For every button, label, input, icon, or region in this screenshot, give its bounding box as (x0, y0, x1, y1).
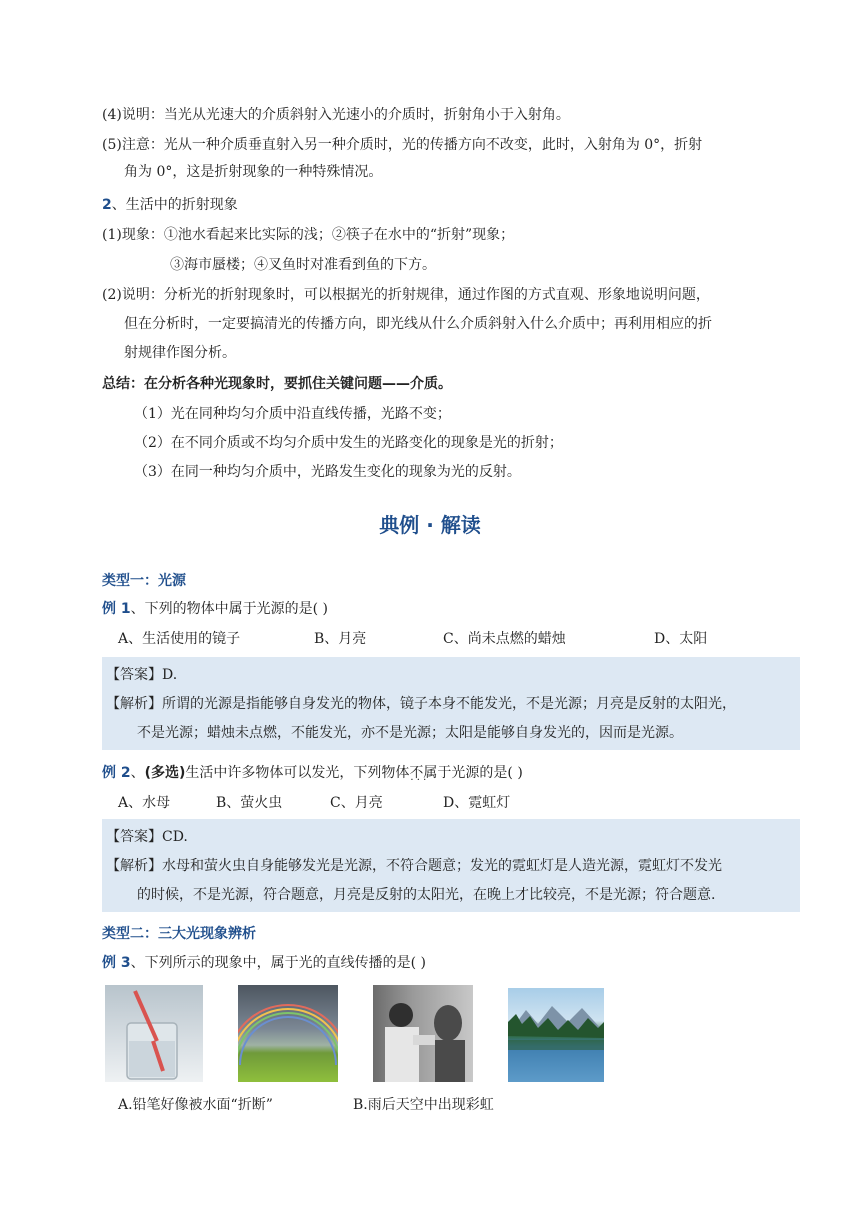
example-1-analysis-cont: 不是光源；蜡烛未点燃，不能发光，亦不是光源；太阳是能够自身发光的，因而是光源。 (137, 725, 683, 741)
example-1-option-d: D、太阳 (654, 631, 708, 647)
example-2-analysis-cont: 的时候，不是光源，符合题意，月亮是反射的太阳光，在晚上才比较亮，不是光源；符合题意. (137, 887, 716, 903)
phenomena-line-2: ③海市蜃楼；④叉鱼时对准看到鱼的下方。 (170, 257, 436, 273)
example-1-analysis: 【解析】所谓的光源是指能够自身发光的物体，镜子本身不能发光，不是光源；月亮是反射的太阳光， (106, 696, 736, 712)
phenomena-line-1: (1)现象：①池水看起来比实际的浅；②筷子在水中的“折射”现象； (102, 227, 515, 243)
example-2-option-b: B、萤火虫 (216, 795, 283, 811)
explanation-line-1: (2)说明：分析光的折射现象时，可以根据光的折射规律，通过作图的方式直观、形象地说明问题， (102, 287, 710, 303)
example-2-text: 生活中许多物体可以发光，下列物体 (185, 765, 410, 781)
example-3-question (102, 952, 426, 972)
type-2-title: 类型二：三大光现象辨析 (102, 926, 256, 942)
example-2-text-end: 光源的是( ) (451, 765, 523, 781)
example-3-label: 例 3 (102, 955, 131, 971)
example-2-label: 例 2 (102, 765, 131, 781)
section-2-title-text: 、生活中的折射现象 (111, 197, 238, 213)
examples-heading: 典例 · 解读 (379, 513, 481, 537)
example-1-text: 、下列的物体中属于光源的是( ) (130, 601, 328, 617)
section-2-number: 2 (102, 197, 112, 213)
example-2-option-a: A、水母 (118, 795, 171, 811)
example-1-question (102, 598, 328, 618)
example-1-option-b: B、月亮 (314, 631, 367, 647)
example-1-option-c: C、尚未点燃的蜡烛 (443, 631, 566, 647)
example-1-label: 例 1 (102, 601, 131, 617)
summary-item-1: （1）光在同种均匀介质中沿直线传播，光路不变； (134, 406, 451, 422)
type-1-title: 类型一：光源 (102, 573, 186, 589)
section-2-title (102, 194, 238, 214)
example-3-text: 、下列所示的现象中，属于光的直线传播的是( ) (130, 955, 426, 971)
refraction-note-4: (4)说明：当光从光速大的介质斜射入光速小的介质时，折射角小于入射角。 (102, 107, 570, 123)
example-2-separator: 、 (130, 765, 145, 781)
summary-item-3: （3）在同一种均匀介质中，光路发生变化的现象为光的反射。 (134, 464, 521, 480)
pencil-in-water-image (105, 985, 203, 1082)
refraction-note-5: (5)注意：光从一种介质垂直射入另一种介质时，光的传播方向不改变，此时，入射角为 0°，折射 (102, 137, 703, 153)
image-b-caption: B.雨后天空中出现彩虹 (353, 1097, 494, 1113)
lake-reflection-image (508, 988, 604, 1082)
refraction-note-5-cont: 角为 0°，这是折射现象的一种特殊情况。 (124, 164, 383, 180)
explanation-line-2: 但在分析时，一定要搞清光的传播方向，即光线从什么介质斜射入什么介质中；再利用相应的折 (124, 316, 712, 332)
example-2-option-d: D、霓虹灯 (443, 795, 511, 811)
summary-title: 总结：在分析各种光现象时，要抓住关键问题——介质。 (102, 376, 452, 392)
image-a-caption: A.铅笔好像被水面“折断” (118, 1097, 273, 1113)
example-1-option-a: A、生活使用的镜子 (118, 631, 241, 647)
multi-select-tag: (多选) (144, 765, 186, 781)
emphasis-not: 不属于 · · · (409, 762, 451, 782)
summary-item-2: （2）在不同介质或不均匀介质中发生的光路变化的现象是光的折射； (134, 435, 563, 451)
example-2-analysis: 【解析】水母和萤火虫自身能够发光是光源，不符合题意；发光的霓虹灯是人造光源，霓虹灯不发光 (106, 858, 722, 874)
example-2-question (102, 762, 523, 782)
example-2-answer: 【答案】CD. (106, 829, 188, 845)
explanation-line-3: 射规律作图分析。 (124, 345, 236, 361)
rainbow-image (238, 985, 338, 1082)
example-1-answer: 【答案】D. (106, 667, 178, 683)
example-2-option-c: C、月亮 (330, 795, 383, 811)
shadow-image (373, 985, 473, 1082)
